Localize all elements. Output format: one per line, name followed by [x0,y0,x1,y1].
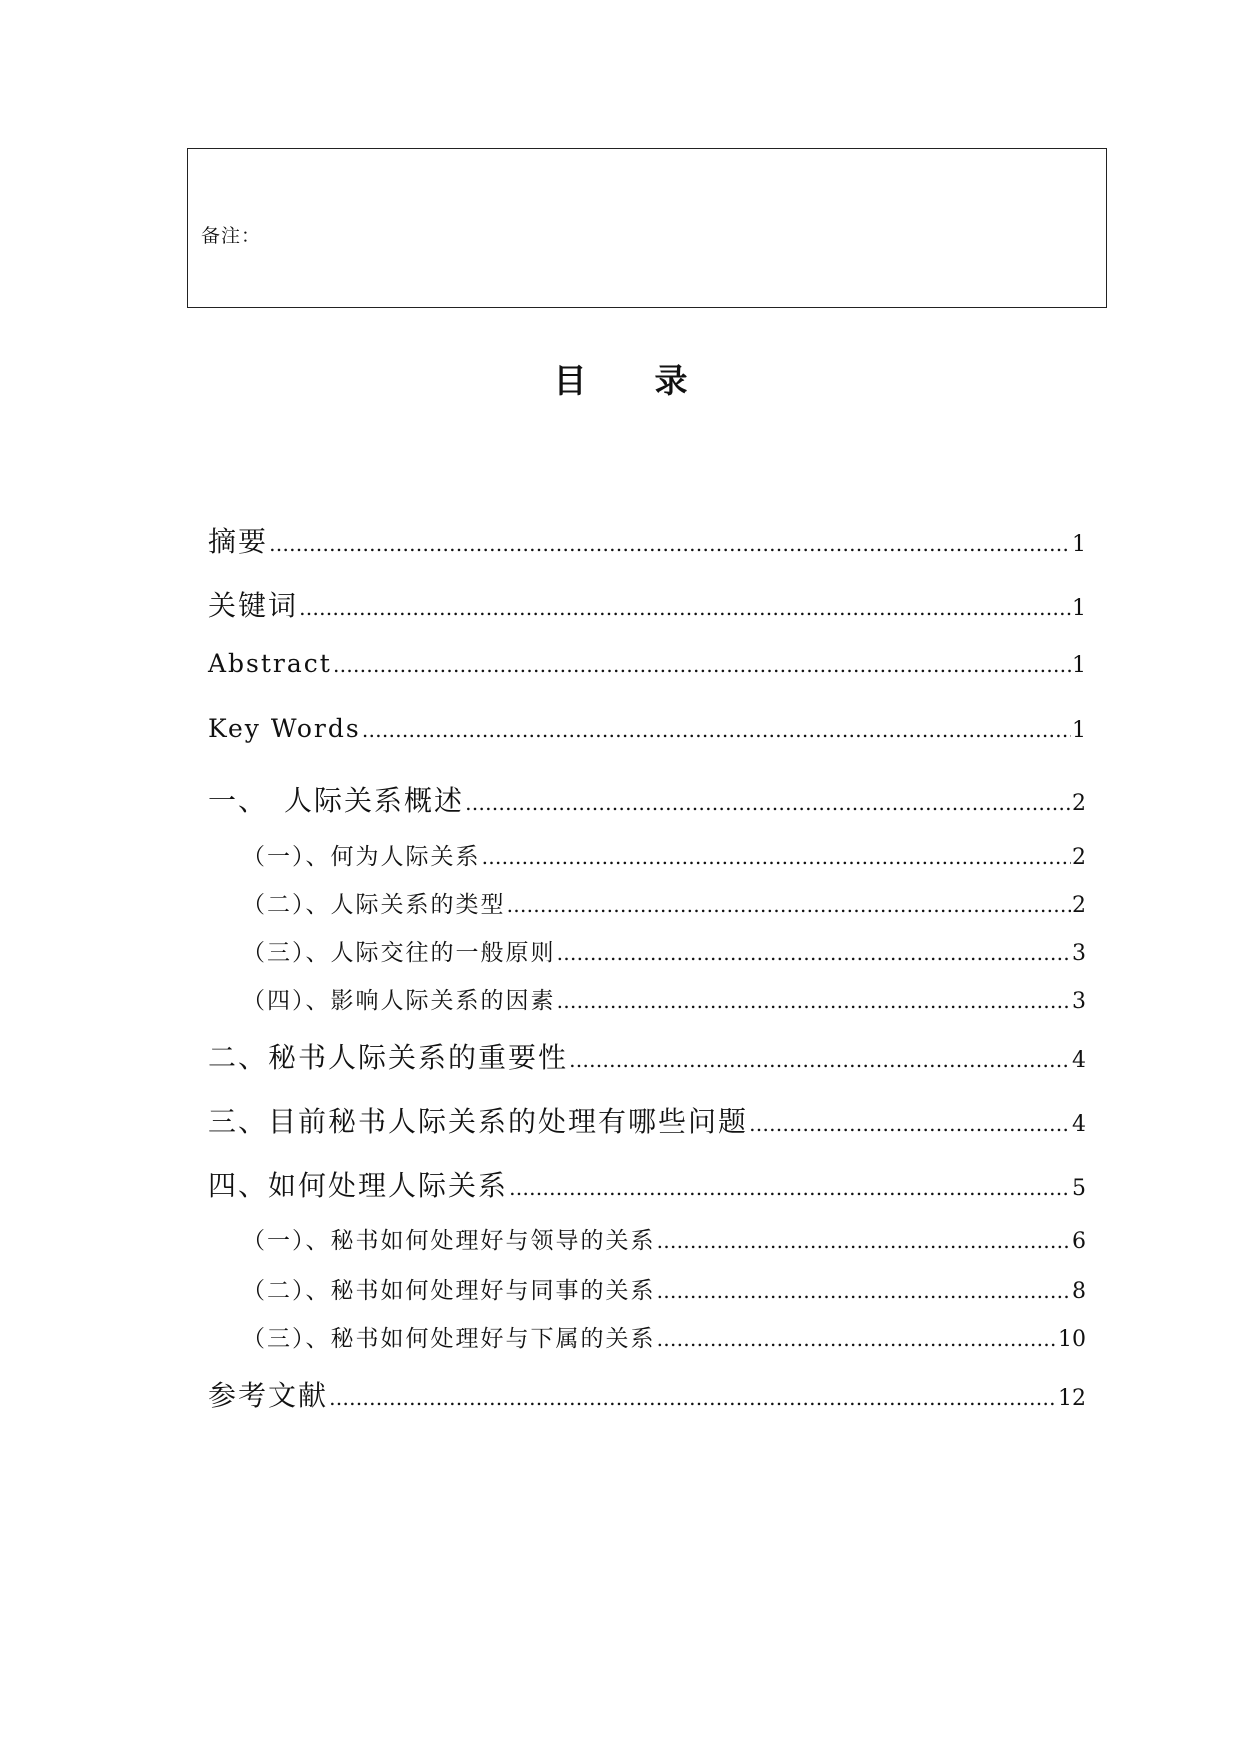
toc-leader-dots [465,791,1071,815]
toc-entry-page: 6 [1072,1229,1086,1254]
toc-title-part1: 目 [553,361,587,400]
toc-title-part2: 录 [654,361,688,400]
toc-entry-page: 2 [1072,845,1086,870]
toc-entry-text: （一）、秘书如何处理好与领导的关系 [242,1228,656,1254]
toc-entry-page: 1 [1072,653,1086,678]
toc-leader-dots [657,1229,1072,1253]
toc-leader-dots [482,845,1072,869]
toc-leader-dots [657,1279,1072,1303]
toc-entry-text: （二）、秘书如何处理好与同事的关系 [242,1278,656,1304]
toc-entry-text: Abstract [208,649,332,678]
toc-entry-abstract-en[interactable] [208,649,1086,678]
toc-entry-section-4-1[interactable] [242,1222,1086,1255]
toc-leader-dots [557,941,1072,965]
toc-entry-text: （一）、何为人际关系 [242,844,481,870]
toc-entry-chapter-1[interactable] [208,779,1086,819]
remarks-label: 备注： [201,225,262,247]
toc-entry-text: 二、秘书人际关系的重要性 [208,1041,569,1074]
toc-leader-dots [749,1112,1071,1136]
toc-leader-dots [299,596,1071,620]
toc-entry-text: 摘要 [208,525,269,558]
toc-leader-dots [557,989,1072,1013]
toc-entry-section-4-3[interactable] [242,1320,1086,1353]
toc-entry-page: 10 [1058,1327,1086,1352]
toc-entry-text: （三）、人际交往的一般原则 [242,940,556,966]
toc-entry-text: 一、 人际关系概述 [208,784,465,817]
toc-entry-page: 8 [1072,1279,1086,1304]
toc-entry-page: 2 [1072,893,1086,918]
toc-entry-section-1-2[interactable] [242,886,1086,919]
toc-leader-dots [657,1327,1058,1351]
toc-entry-text: 参考文献 [208,1379,329,1412]
toc-entry-chapter-4[interactable] [208,1164,1086,1204]
toc-entry-page: 3 [1072,941,1086,966]
toc-entry-chapter-3[interactable] [208,1100,1086,1140]
toc-entry-references[interactable] [208,1374,1086,1414]
toc-title [0,355,1241,402]
toc-entry-page: 5 [1072,1176,1086,1201]
toc-leader-dots [569,1048,1071,1072]
toc-entry-page: 2 [1072,791,1086,816]
toc-entry-text: （四）、影响人际关系的因素 [242,988,556,1014]
toc-entry-page: 1 [1072,532,1086,557]
toc-leader-dots [509,1176,1071,1200]
toc-entry-text: 四、如何处理人际关系 [208,1169,509,1202]
toc-entry-text: 三、目前秘书人际关系的处理有哪些问题 [208,1105,749,1138]
toc-entry-page: 12 [1058,1386,1086,1411]
toc-entry-keywords-cn[interactable] [208,584,1086,624]
toc-entry-section-4-2[interactable] [242,1272,1086,1305]
toc-entry-chapter-2[interactable] [208,1036,1086,1076]
toc-leader-dots [329,1386,1057,1410]
toc-entry-text: Key Words [208,714,361,743]
toc-entry-keywords-en[interactable] [208,714,1086,743]
toc-entry-page: 4 [1072,1048,1086,1073]
toc-leader-dots [269,532,1071,556]
toc-entry-abstract-cn[interactable] [208,520,1086,560]
toc-entry-page: 3 [1072,989,1086,1014]
toc-entry-section-1-3[interactable] [242,934,1086,967]
toc-entry-text: （二）、人际关系的类型 [242,892,506,918]
toc-leader-dots [507,893,1072,917]
toc-entry-page: 1 [1072,718,1086,743]
toc-leader-dots [362,718,1071,742]
remarks-box [187,148,1107,308]
toc-entry-page: 4 [1072,1112,1086,1137]
toc-entry-page: 1 [1072,596,1086,621]
toc-entry-text: 关键词 [208,589,299,622]
toc-entry-text: （三）、秘书如何处理好与下属的关系 [242,1326,656,1352]
toc-entry-section-1-4[interactable] [242,982,1086,1015]
toc-leader-dots [333,653,1071,677]
toc-entry-section-1-1[interactable] [242,838,1086,871]
